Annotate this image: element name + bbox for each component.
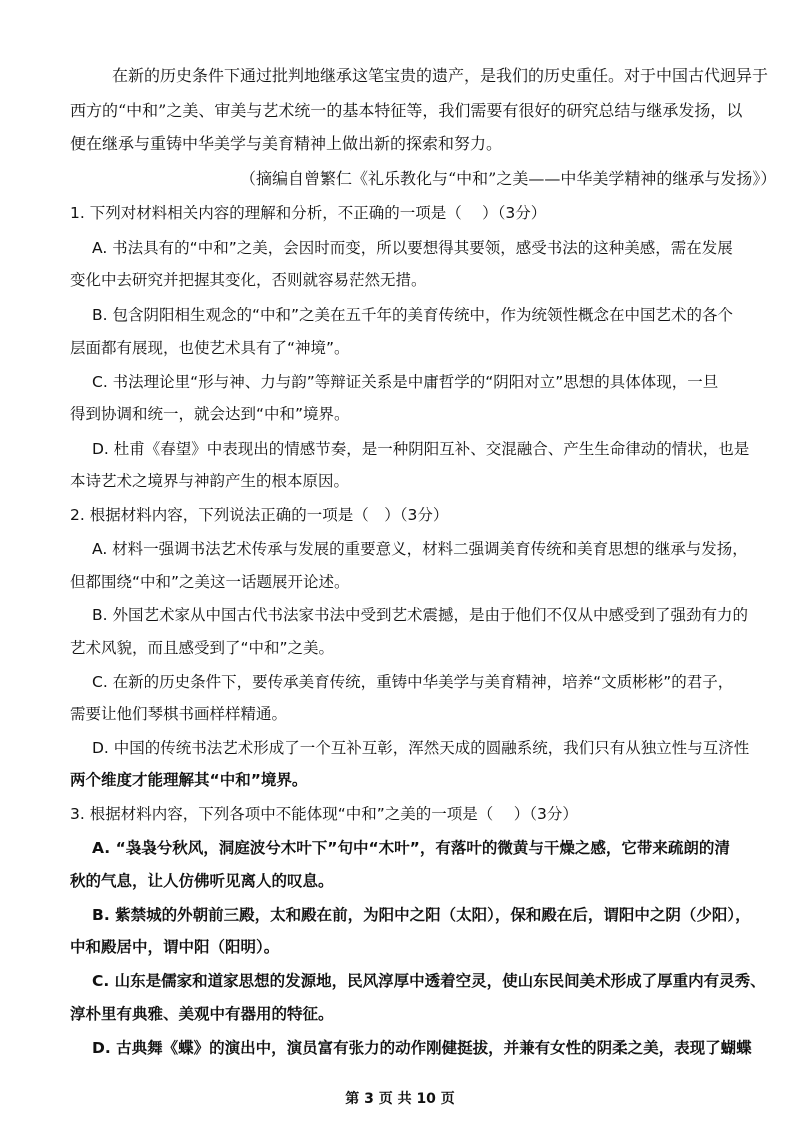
question-1-option-a-line-2: 变化中去研究并把握其变化，否则就容易茫然无措。	[70, 271, 427, 289]
question-3-option-c-line-2: 淳朴里有典雅、美观中有器用的特征。	[70, 1005, 334, 1023]
passage-source: （摘编自曾繁仁《礼乐教化与“中和”之美——中华美学精神的继承与发扬》）	[240, 169, 777, 188]
passage-line-3: 便在继承与重铸中华美学与美育精神上做出新的探索和努力。	[70, 134, 503, 153]
question-1-option-d-line-2: 本诗艺术之境界与神韵产生的根本原因。	[70, 472, 350, 490]
question-3-option-a-line-1: A. “袅袅兮秋风，洞庭波兮木叶下”句中“木叶”，有落叶的微黄与干燥之感，它带来疏朗的清	[92, 839, 730, 857]
question-2-option-a-line-1: A. 材料一强调书法艺术传承与发展的重要意义，材料二强调美育传统和美育思想的继承与发扬，	[92, 540, 748, 558]
question-1-option-b-line-2: 层面都有展现，也使艺术具有了“神境”。	[70, 339, 350, 357]
question-1-stem: 1. 下列对材料相关内容的理解和分析，不正确的一项是（ ）（3分）	[70, 204, 547, 222]
question-2-option-b-line-2: 艺术风貌，而且感受到了“中和”之美。	[70, 639, 335, 657]
question-3-option-b-line-1: B. 紫禁城的外朝前三殿，太和殿在前，为阳中之阳（太阳），保和殿在后，谓阳中之阴（少阳），	[92, 906, 751, 924]
question-2-option-a-line-2: 但都围绕“中和”之美这一话题展开论述。	[70, 573, 350, 591]
question-1-option-d-line-1: D. 杜甫《春望》中表现出的情感节奏，是一种阴阳互补、交混融合、产生生命律动的情状，也是	[92, 440, 750, 458]
question-1-option-b-line-1: B. 包含阴阳相生观念的“中和”之美在五千年的美育传统中，作为统领性概念在中国艺术的各个	[92, 306, 734, 324]
passage-line-2: 西方的“中和”之美、审美与艺术统一的基本特征等，我们需要有很好的研究总结与继承发扬，以	[70, 101, 743, 120]
question-2-option-c-line-2: 需要让他们琴棋书画样样精通。	[70, 705, 288, 723]
question-1-option-a-line-1: A. 书法具有的“中和”之美，会因时而变，所以要想得其要领，感受书法的这种美感，需在发展	[92, 239, 733, 257]
question-1-option-c-line-1: C. 书法理论里“形与神、力与韵”等辩证关系是中庸哲学的“阴阳对立”思想的具体体现，一旦	[92, 373, 719, 391]
question-2-option-c-line-1: C. 在新的历史条件下，要传承美育传统，重铸中华美学与美育精神，培养“文质彬彬”的君子，	[92, 673, 734, 691]
passage-line-1: 在新的历史条件下通过批判地继承这笔宝贵的遗产，是我们的历史重任。对于中国古代迥异于	[112, 66, 769, 85]
question-3-option-a-line-2: 秋的气息，让人仿佛听见离人的叹息。	[70, 872, 334, 890]
question-3-option-b-line-2: 中和殿居中，谓中阳（阳明）。	[70, 938, 280, 956]
question-3-option-c-line-1: C. 山东是儒家和道家思想的发源地，民风淳厚中透着空灵，使山东民间美术形成了厚重内有灵秀、	[92, 972, 766, 990]
question-3-option-d-line-1: D. 古典舞《蝶》的演出中，演员富有张力的动作刚健挺拔，并兼有女性的阴柔之美，表现了蝴蝶	[92, 1039, 752, 1057]
question-3-stem: 3. 根据材料内容，下列各项中不能体现“中和”之美的一项是（ ）（3分）	[70, 805, 578, 823]
question-2-stem: 2. 根据材料内容，下列说法正确的一项是（ ）（3分）	[70, 506, 449, 524]
question-2-option-b-line-1: B. 外国艺术家从中国古代书法家书法中受到艺术震撼，是由于他们不仅从中感受到了强劲有力的	[92, 606, 748, 624]
question-2-option-d-line-1: D. 中国的传统书法艺术形成了一个互补互彰，浑然天成的圆融系统，我们只有从独立性与互济性	[92, 739, 750, 757]
question-1-option-c-line-2: 得到协调和统一，就会达到“中和”境界。	[70, 405, 350, 423]
page-footer: 第 3 页 共 10 页	[345, 1091, 455, 1107]
question-2-option-d-line-2: 两个维度才能理解其“中和”境界。	[70, 771, 308, 789]
